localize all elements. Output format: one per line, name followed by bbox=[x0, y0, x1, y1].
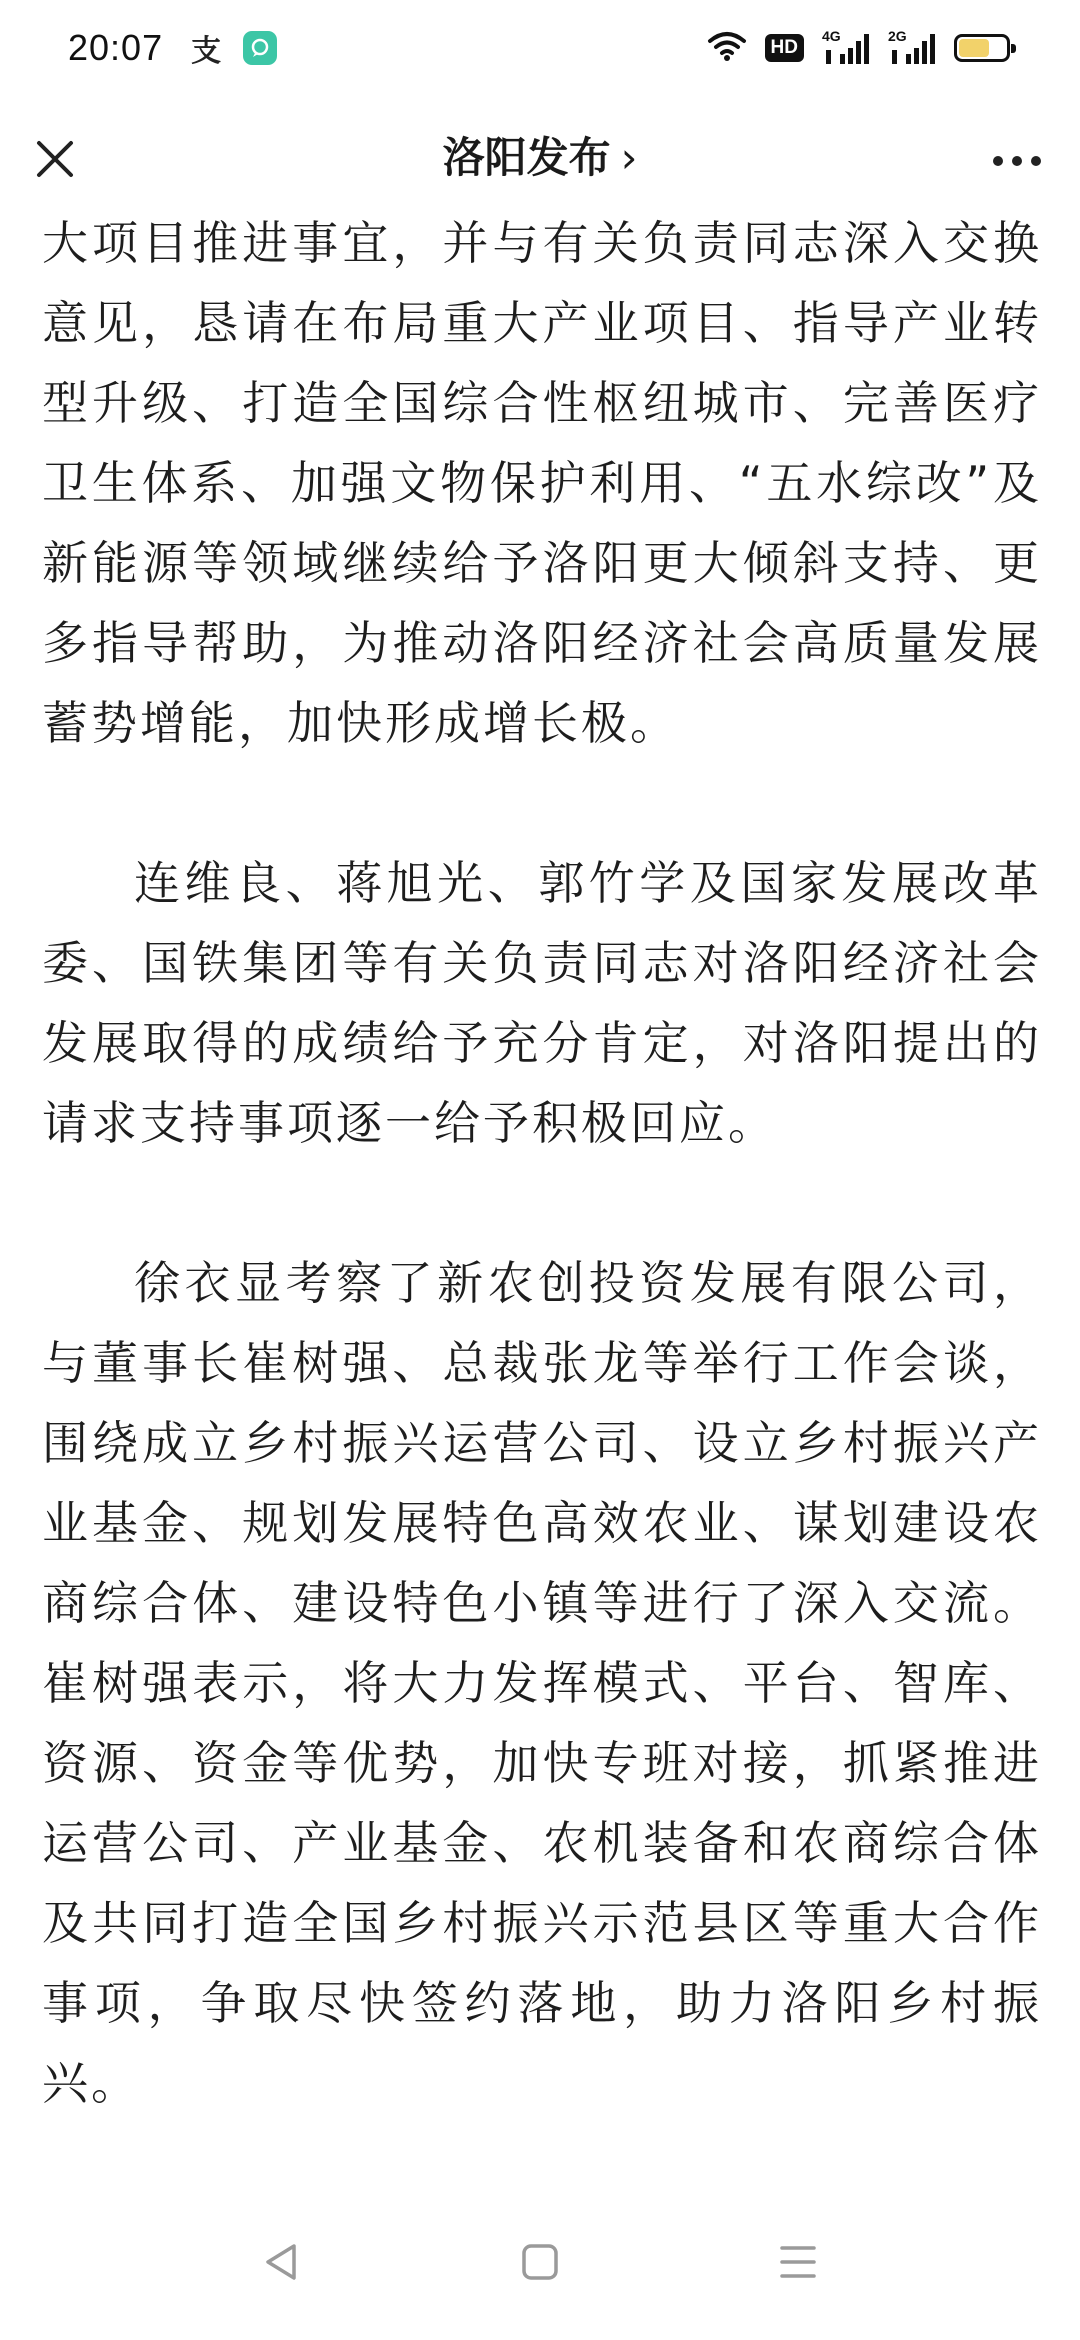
more-dot-icon bbox=[1031, 156, 1041, 166]
home-button[interactable] bbox=[510, 2232, 570, 2292]
more-options-button[interactable] bbox=[982, 136, 1052, 186]
account-title[interactable] bbox=[0, 128, 1080, 188]
recents-button[interactable] bbox=[768, 2232, 828, 2292]
status-time: 20:07 bbox=[68, 27, 164, 68]
battery-icon bbox=[954, 34, 1010, 62]
system-nav-bar bbox=[0, 2210, 1080, 2330]
more-dot-icon bbox=[993, 156, 1003, 166]
article-paragraph: 连维良、蒋旭光、郭竹学及国家发展改革委、国铁集团等有关负责同志对洛阳经济社会发展取得的成绩给予充分肯定，对洛阳提出的请求支持事项逐一给予积极回应。 bbox=[42, 856, 1042, 1150]
article-paragraph: 大项目推进事宜，并与有关负责同志深入交换意见，恳请在布局重大产业项目、指导产业转型升级、打造全国综合性枢纽城市、完善医疗卫生体系、加强文物保护利用、“五水综改”及新能源等领域继续给予洛阳更大倾斜支持、更多指导帮助，为推动洛阳经济社会高质量发展蓄势增能，加快形成增长极。 bbox=[42, 216, 1042, 750]
chevron-right-icon: › bbox=[620, 133, 638, 182]
menu-lines-icon bbox=[776, 2240, 820, 2284]
account-title-text: 洛阳发布 bbox=[442, 133, 611, 182]
wifi-icon bbox=[707, 30, 747, 67]
notification-icons bbox=[191, 26, 277, 70]
status-right-icons bbox=[707, 30, 1010, 67]
signal-4g-label: 4G bbox=[822, 28, 841, 44]
battery-level-fill bbox=[959, 39, 989, 57]
hd-voice-badge: HD bbox=[765, 34, 804, 62]
chat-bubble-icon bbox=[243, 31, 277, 65]
status-bar bbox=[0, 0, 1080, 96]
alipay-icon: 支 bbox=[191, 35, 222, 68]
signal-4g-icon bbox=[822, 30, 870, 66]
back-triangle-icon bbox=[260, 2240, 304, 2284]
home-square-icon bbox=[518, 2240, 562, 2284]
battery-cap bbox=[1011, 44, 1016, 53]
more-dot-icon bbox=[1012, 156, 1022, 166]
signal-2g-label: 2G bbox=[888, 28, 907, 44]
back-button[interactable] bbox=[252, 2232, 312, 2292]
article-body bbox=[42, 203, 1042, 2163]
signal-2g-icon bbox=[888, 30, 936, 66]
article-paragraph: 徐衣显考察了新农创投资发展有限公司，与董事长崔树强、总裁张龙等举行工作会谈，围绕成立乡村振兴运营公司、设立乡村振兴产业基金、规划发展特色高效农业、谋划建设农商综合体、建设特色小镇等进行了深入交流。崔树强表示，将大力发挥模式、平台、智库、资源、资金等优势，加快专班对接，抓紧推进运营公司、产业基金、农机装备和农商综合体及共同打造全国乡村振兴示范县区等重大合作事项，争取尽快签约落地，助力洛阳乡村振兴。 bbox=[42, 1256, 1042, 2110]
